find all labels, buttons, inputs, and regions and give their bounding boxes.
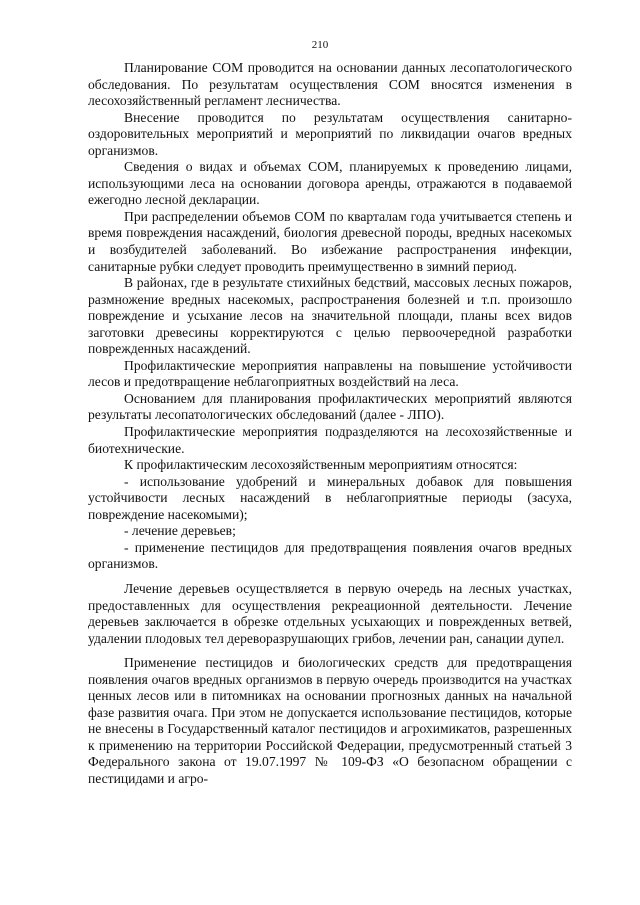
paragraph: К профилактическим лесохозяйственным мероприятиям относятся: [124,457,518,473]
list-item: - лечение деревьев; [124,523,236,539]
page-number: 210 [311,39,329,51]
list-item: - использование удобрений и минеральных добавок для повышения устойчивости лесных насаждений в неблагоприятные периоды (засуха, повреждение насекомыми); [88,473,572,522]
paragraph: При распределении объемов СОМ по кварталам года учитывается степень и время повреждения насаждений, биология древесной породы, вредных насекомых и возбудителей заболеваний. Во избежание распространения инфекции, санитарные рубки следует проводить преимущественно в зимний период. [88,208,572,274]
document-body [88,60,572,788]
paragraph: Планирование СОМ проводится на основании данных лесопатологического обследования. По результатам осуществления СОМ вносятся изменения в лесохозяйственный регламент лесничества. [88,60,572,109]
list-item: - применение пестицидов для предотвращения появления очагов вредных организмов. [88,539,572,572]
paragraph: Профилактические мероприятия направлены на повышение устойчивости лесов и предотвращение неблагоприятных воздействий на леса. [88,357,572,390]
paragraph: В районах, где в результате стихийных бедствий, массовых лесных пожаров, размножение вредных насекомых, распространения болезней и т.п. произошло повреждение и усыхание лесов на значительной площади, планы всех видов заготовки древесины корректируются с целью первоочередной разработки поврежденных насаждений. [88,275,572,357]
paragraph: Профилактические мероприятия подразделяются на лесохозяйственные и биотехнические. [88,424,572,456]
paragraph: Лечение деревьев осуществляется в первую очередь на лесных участках, предоставленных для осуществления рекреационной деятельности. Лечение деревьев заключается в обрезке отдельных усыхающих и поврежденных ветвей, удалении плодовых тел дереворазрушающих грибов, лечении ран, санации дупел. [88,580,572,646]
paragraph: Применение пестицидов и биологических средств для предотвращения появления очагов вредных организмов в первую очередь производится на участках ценных лесов или в питомниках на основании прогнозных данных на начальной фазе развития очага. При этом не допускается использование пестицидов, которые не внесены в Государственный каталог пестицидов и агрохимикатов, разрешенных к применению на территории Российской Федерации, предусмотренный статьей 3 Федерального закона от 19.07.1997 № 109-ФЗ «О безопасном обращении с пестицидами и агро- [88,655,572,786]
paragraph: Внесение проводится по результатам осуществления санитарно-оздоровительных мероприятий и мероприятий по ликвидации очагов вредных организмов. [88,109,572,158]
paragraph: Сведения о видах и объемах СОМ, планируемых к проведению лицами, использующими леса на основании договора аренды, отражаются в подаваемой ежегодно лесной декларации. [88,159,572,208]
paragraph: Основанием для планирования профилактических мероприятий являются результаты лесопатологических обследований (далее - ЛПО). [88,390,572,423]
